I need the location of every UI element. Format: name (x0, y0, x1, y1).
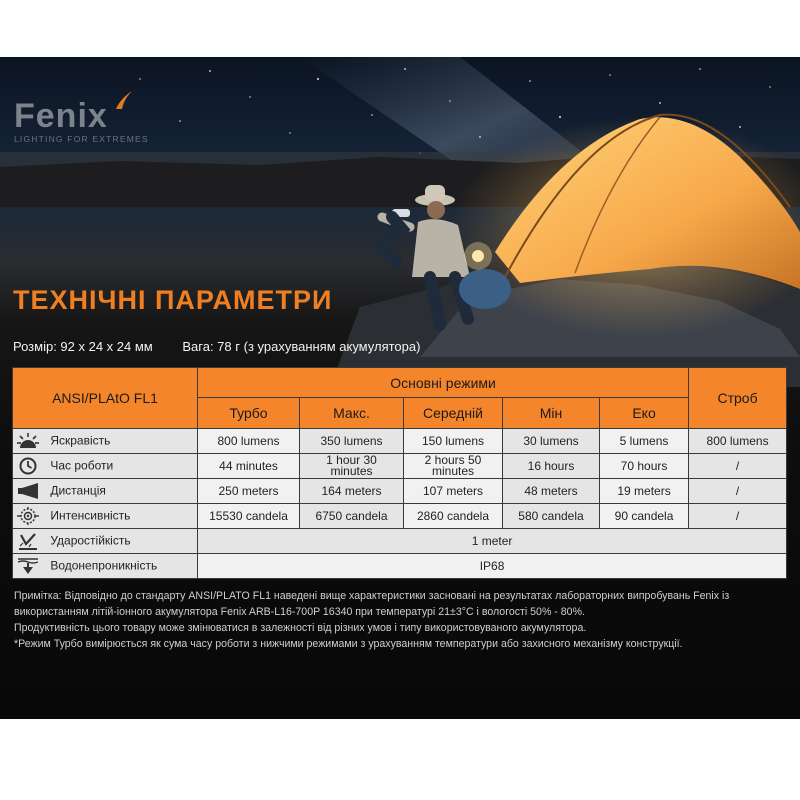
row-label (13, 429, 198, 454)
mode-header: Мін (503, 398, 600, 429)
footnote: Продуктивність цього товару може змінюватися в залежності від різних умов і типу використовуваного акумулятора. (14, 622, 587, 634)
table-cell: 1 hour 30 minutes (300, 454, 404, 479)
row-label (13, 454, 198, 479)
row-label (13, 554, 198, 579)
fenix-logo (14, 99, 149, 144)
table-row (13, 554, 787, 579)
table-row (13, 529, 787, 554)
table-cell: 800 lumens (198, 429, 300, 454)
table-row (13, 429, 787, 454)
clock-icon (17, 457, 39, 475)
table-cell: 19 meters (600, 479, 689, 504)
table-cell: 350 lumens (300, 429, 404, 454)
impact-icon (17, 532, 39, 550)
table-row (13, 454, 787, 479)
dimensions (13, 339, 446, 354)
table-cell: 5 lumens (600, 429, 689, 454)
row-label (13, 479, 198, 504)
mode-header: Середній (404, 398, 503, 429)
table-cell: 90 candela (600, 504, 689, 529)
table-cell: 580 candela (503, 504, 600, 529)
row-label-text: Интенсивність (50, 508, 131, 523)
mode-header: Турбо (198, 398, 300, 429)
mode-header: Макс. (300, 398, 404, 429)
standard-header: ANSI/PLAtO FL1 (13, 368, 198, 429)
row-label-text: Час роботи (50, 458, 114, 473)
table-cell: 6750 candela (300, 504, 404, 529)
main-modes-header: Основні режими (198, 368, 689, 398)
table-cell: 150 lumens (404, 429, 503, 454)
merged-cell: 1 meter (198, 529, 787, 554)
row-label-text: Яскравість (50, 433, 111, 448)
table-cell: 15530 candela (198, 504, 300, 529)
mode-header: Еко (600, 398, 689, 429)
page-title: ТЕХНІЧНІ ПАРАМЕТРИ (13, 285, 333, 315)
spec-table (12, 367, 787, 579)
row-label (13, 529, 198, 554)
table-cell: 70 hours (600, 454, 689, 479)
footnote: Примітка: Відповідно до стандарту ANSI/PLATO FL1 наведені вище характеристики засновані на результатах лабораторних випробувань Fenix із використанням літій-іонного акумулятора Fenix ARB-L16-700P 16340 при температурі 21±3°C і вологості 50% - 80%. (14, 590, 730, 618)
brand-name: Fenix (14, 97, 108, 135)
row-label-text: Дистанція (50, 483, 106, 498)
beam-distance-icon (17, 482, 39, 500)
target-icon (17, 507, 39, 525)
table-cell: / (689, 454, 787, 479)
table-cell: 44 minutes (198, 454, 300, 479)
table-cell: 48 meters (503, 479, 600, 504)
merged-cell: IP68 (198, 554, 787, 579)
footnote: *Режим Турбо вимірюється як сума часу роботи з нижчими режимами з урахуванням температури або захисного механізму конструкції. (14, 638, 683, 650)
flame-icon (110, 89, 134, 111)
size-text: Розмір: 92 x 24 x 24 мм (13, 339, 153, 354)
spec-poster (0, 57, 800, 719)
table-cell: 16 hours (503, 454, 600, 479)
table-cell: / (689, 504, 787, 529)
table-row (13, 479, 787, 504)
table-row (13, 504, 787, 529)
table-cell: 2860 candela (404, 504, 503, 529)
row-label-text: Ударостійкість (50, 533, 131, 548)
weight-text: Вага: 78 г (з урахуванням акумулятора) (182, 339, 421, 354)
table-cell: 800 lumens (689, 429, 787, 454)
footnotes (14, 588, 786, 652)
table-cell: 164 meters (300, 479, 404, 504)
brand-tagline: LIGHTING FOR EXTREMES (14, 134, 149, 144)
table-cell: 107 meters (404, 479, 503, 504)
waterproof-icon (17, 557, 39, 575)
row-label-text: Водонепроникність (50, 558, 158, 573)
table-cell: 30 lumens (503, 429, 600, 454)
row-label (13, 504, 198, 529)
table-cell: 2 hours 50 minutes (404, 454, 503, 479)
table-cell: 250 meters (198, 479, 300, 504)
strobe-header: Строб (689, 368, 787, 429)
brightness-icon (17, 432, 39, 450)
table-cell: / (689, 479, 787, 504)
